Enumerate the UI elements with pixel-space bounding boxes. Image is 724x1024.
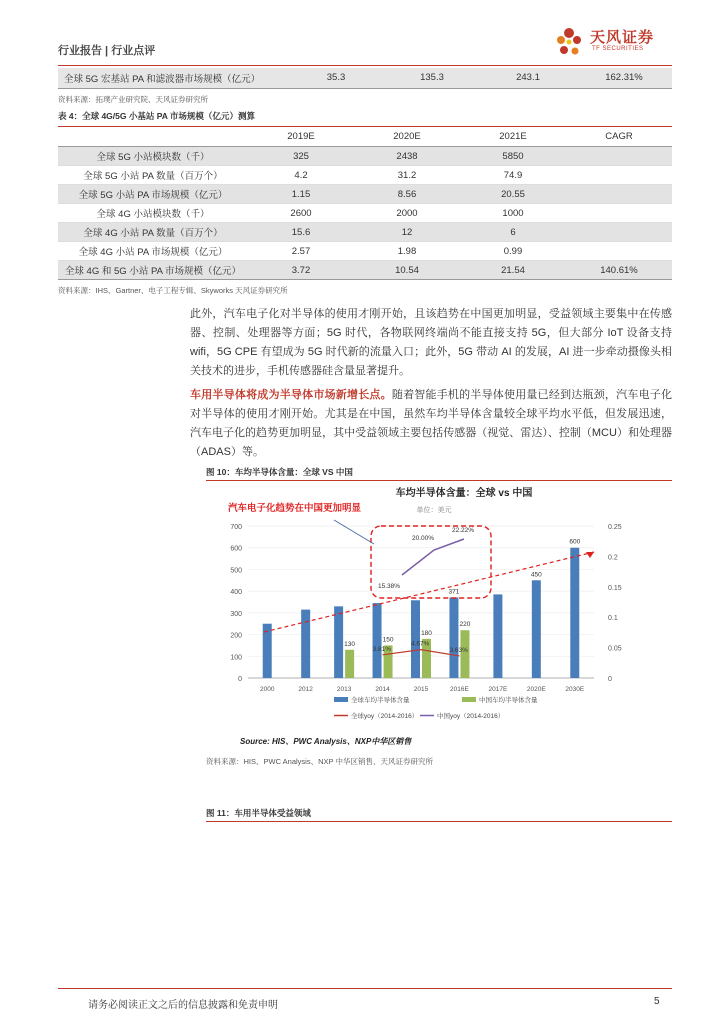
table4-source: 资料来源：IHS、Gartner、电子工程专辑、Skyworks 天风证券研究所 <box>58 286 288 295</box>
table-cell-label: 全球 5G 小站 PA 市场规模（亿元） <box>58 185 248 204</box>
global-bar <box>373 603 382 678</box>
table-cell: 2.57 <box>248 242 354 261</box>
table-cell: 35.3 <box>288 68 384 88</box>
highlight-lead: 车用半导体将成为半导体市场新增长点。 <box>190 389 392 401</box>
table-header <box>58 127 248 147</box>
x-tick-label: 2015 <box>413 686 429 693</box>
legend-swatch <box>334 697 348 702</box>
legend-label: 全球车均半导体含量 <box>351 697 410 704</box>
chart-source-note: Source: HIS、PWC Analysis、NXP中华区销售 <box>240 737 412 746</box>
right-tick-label: 0.1 <box>608 615 618 623</box>
legend-label: 中国yoy（2014-2016） <box>437 713 505 720</box>
table-header: CAGR <box>566 127 672 147</box>
table-cell-label: 全球 4G 小站模块数（千） <box>58 204 248 223</box>
table-cell-label: 全球 4G 小站 PA 市场规模（亿元） <box>58 242 248 261</box>
china-yoy-label: 22.22% <box>452 527 475 534</box>
x-tick-label: 2030E <box>565 686 585 693</box>
right-tick-label: 0 <box>608 676 612 683</box>
global-bar-label: 600 <box>569 538 581 546</box>
table4-title: 表 4：全球 4G/5G 小基站 PA 市场规模（亿元）测算 <box>58 111 255 121</box>
left-tick-label: 600 <box>230 545 242 553</box>
table-cell: 15.6 <box>248 223 354 242</box>
chart-title: 车均半导体含量：全球 vs 中国 <box>395 488 533 499</box>
table-row <box>58 185 672 204</box>
figure11-caption: 图 11：车用半导体受益领域 <box>206 808 311 818</box>
global-bar-label: 450 <box>530 571 542 579</box>
macro-station-table <box>58 68 672 89</box>
figure-divider <box>206 821 672 822</box>
legend-swatch <box>462 697 476 702</box>
left-tick-label: 500 <box>230 567 242 575</box>
trend-arrow-head <box>586 552 594 558</box>
table-cell: 325 <box>248 147 354 166</box>
global-bar <box>334 606 343 678</box>
table-cell: 2438 <box>354 147 460 166</box>
table-row <box>58 261 672 280</box>
china-bar-label: 150 <box>382 636 394 644</box>
table-cell: 0.99 <box>460 242 566 261</box>
small-station-table <box>58 126 672 280</box>
x-tick-label: 2014 <box>375 686 390 693</box>
report-breadcrumb: 行业报告 | 行业点评 <box>58 45 156 57</box>
table-cell: 162.31% <box>576 68 672 88</box>
table-cell: 1.98 <box>354 242 460 261</box>
table-cell: 4.2 <box>248 166 354 185</box>
china-bar <box>460 630 469 678</box>
table-cell-label: 全球 5G 小站 PA 数量（百万个） <box>58 166 248 185</box>
right-tick-label: 0.15 <box>608 584 622 592</box>
table-cell: 2600 <box>248 204 354 223</box>
chart-gridlines <box>248 526 594 678</box>
table-cell <box>566 166 672 185</box>
body-paragraph-highlight <box>190 386 672 462</box>
table-header-row <box>58 127 672 147</box>
table-row <box>58 242 672 261</box>
china-yoy-label: 15.38% <box>378 583 401 590</box>
legend-label: 中国车均半导体含量 <box>479 697 538 704</box>
table-cell: 1.15 <box>248 185 354 204</box>
semiconductor-content-chart <box>206 482 672 750</box>
table-cell <box>566 147 672 166</box>
table-header: 2021E <box>460 127 566 147</box>
x-tick-label: 2020E <box>526 686 546 693</box>
table-cell: 243.1 <box>480 68 576 88</box>
table-cell: 8.56 <box>354 185 460 204</box>
left-tick-label: 0 <box>238 676 242 683</box>
footer-divider <box>58 988 672 989</box>
table-row <box>58 223 672 242</box>
table-cell: 6 <box>460 223 566 242</box>
brand-logo <box>552 24 672 62</box>
china-bar-label: 130 <box>344 640 356 648</box>
callout-pointer <box>334 520 374 544</box>
global-bar <box>493 594 502 678</box>
global-bar <box>532 580 541 678</box>
table-row <box>58 166 672 185</box>
table-cell-label: 全球 5G 宏基站 PA 和滤波器市场规模（亿元） <box>58 68 288 88</box>
table-header: 2019E <box>248 127 354 147</box>
table-cell <box>566 242 672 261</box>
table-cell-label: 全球 4G 和 5G 小站 PA 市场规模（亿元） <box>58 261 248 280</box>
left-tick-label: 700 <box>230 524 242 531</box>
right-tick-label: 0.05 <box>608 645 622 653</box>
trend-arrow-line <box>264 552 594 632</box>
table-cell-label: 全球 4G 小站 PA 数量（百万个） <box>58 223 248 242</box>
left-tick-label: 400 <box>230 589 242 597</box>
chart-legend <box>334 695 538 720</box>
global-bar <box>570 548 579 678</box>
global-yoy-label: 3.81% <box>372 645 391 653</box>
right-tick-label: 0.2 <box>608 554 618 562</box>
x-tick-label: 2017E <box>488 686 508 693</box>
table-cell: 74.9 <box>460 166 566 185</box>
table-cell <box>566 223 672 242</box>
logo-text-cn: 天风证券 <box>590 29 655 46</box>
table-cell: 10.54 <box>354 261 460 280</box>
x-tick-label: 2013 <box>336 686 352 693</box>
left-tick-label: 200 <box>230 632 242 640</box>
table-cell: 20.55 <box>460 185 566 204</box>
right-tick-label: 0.25 <box>608 524 622 531</box>
figure10-caption: 图 10：车均半导体含量：全球 VS 中国 <box>206 467 353 477</box>
footer-disclaimer: 请务必阅读正文之后的信息披露和免责申明 <box>88 1000 278 1011</box>
x-axis <box>260 686 585 693</box>
table-cell: 1000 <box>460 204 566 223</box>
table1-source: 资料来源：拓璞产业研究院、天风证券研究所 <box>58 95 208 104</box>
global-bar-label: 371 <box>448 588 460 596</box>
figure-divider <box>206 480 672 481</box>
body-paragraph: 此外，汽车电子化对半导体的使用才刚开始，且该趋势在中国更加明显，受益领域主要集中在传感器、控制、处理器等方面；5G 时代，各物联网终端尚不能直接支持 5G，但大部分 IoT 设备支持 wifi，5G CPE 有望成为 5G 时代新的流量入口；此外，5G 带动 AI 的发展，AI 进一步牵动摄像头相关技术的进步，手机传感器硅含量显著提升。 <box>190 308 672 377</box>
table-row <box>58 68 672 88</box>
table-cell: 31.2 <box>354 166 460 185</box>
left-axis <box>230 524 242 683</box>
x-tick-label: 2016E <box>450 686 469 693</box>
table-cell: 3.72 <box>248 261 354 280</box>
x-tick-label: 2000 <box>259 686 275 693</box>
left-tick-label: 300 <box>230 610 242 618</box>
page-header <box>58 30 672 66</box>
paragraph-text: 随着智能手机的半导体使用量已经到达瓶颈，汽车电子化对半导体的使用才刚开始。尤其是在中国，虽然车均半导体含量较全球平均水平低，但发展迅速，汽车电子化的趋势更加明显，其中受益领域主要包括传感器（视觉、雷达）、控制（MCU）和处理器（ADAS）等。 <box>190 389 673 458</box>
global-bar <box>411 600 420 678</box>
table-cell: 21.54 <box>460 261 566 280</box>
logo-text-en: TF SECURITIES <box>592 46 644 52</box>
legend-label: 全球yoy（2014-2016） <box>351 713 419 720</box>
china-yoy-label: 20.00% <box>412 535 435 542</box>
china-bar-label: 180 <box>421 629 432 637</box>
table-header: 2020E <box>354 127 460 147</box>
table-cell: 140.61% <box>566 261 672 280</box>
table-row <box>58 204 672 223</box>
table-cell <box>566 204 672 223</box>
china-bar <box>345 650 354 678</box>
table-cell: 2000 <box>354 204 460 223</box>
global-bar <box>449 597 458 678</box>
flower-logo-icon <box>552 24 586 58</box>
table-cell: 12 <box>354 223 460 242</box>
left-tick-label: 100 <box>230 654 242 662</box>
chart-subtitle: 单位：美元 <box>416 507 452 514</box>
table-cell <box>566 185 672 204</box>
x-tick-label: 2012 <box>298 686 313 693</box>
figure10-source: 资料来源：HIS、PWC Analysis、NXP 中华区销售、天风证券研究所 <box>206 757 433 766</box>
table-cell-label: 全球 5G 小站模块数（千） <box>58 147 248 166</box>
global-yoy-label: 4.67% <box>411 640 430 648</box>
global-bar <box>301 610 310 678</box>
table-row <box>58 147 672 166</box>
table-cell: 135.3 <box>384 68 480 88</box>
global-yoy-line <box>383 650 460 656</box>
global-yoy-label: 3.63% <box>449 646 468 654</box>
right-axis <box>608 524 622 683</box>
chart-annotation: 汽车电子化趋势在中国更加明显 <box>228 503 362 514</box>
page-number: 5 <box>654 996 660 1007</box>
china-bar-label: 220 <box>459 621 471 629</box>
table-cell: 5850 <box>460 147 566 166</box>
